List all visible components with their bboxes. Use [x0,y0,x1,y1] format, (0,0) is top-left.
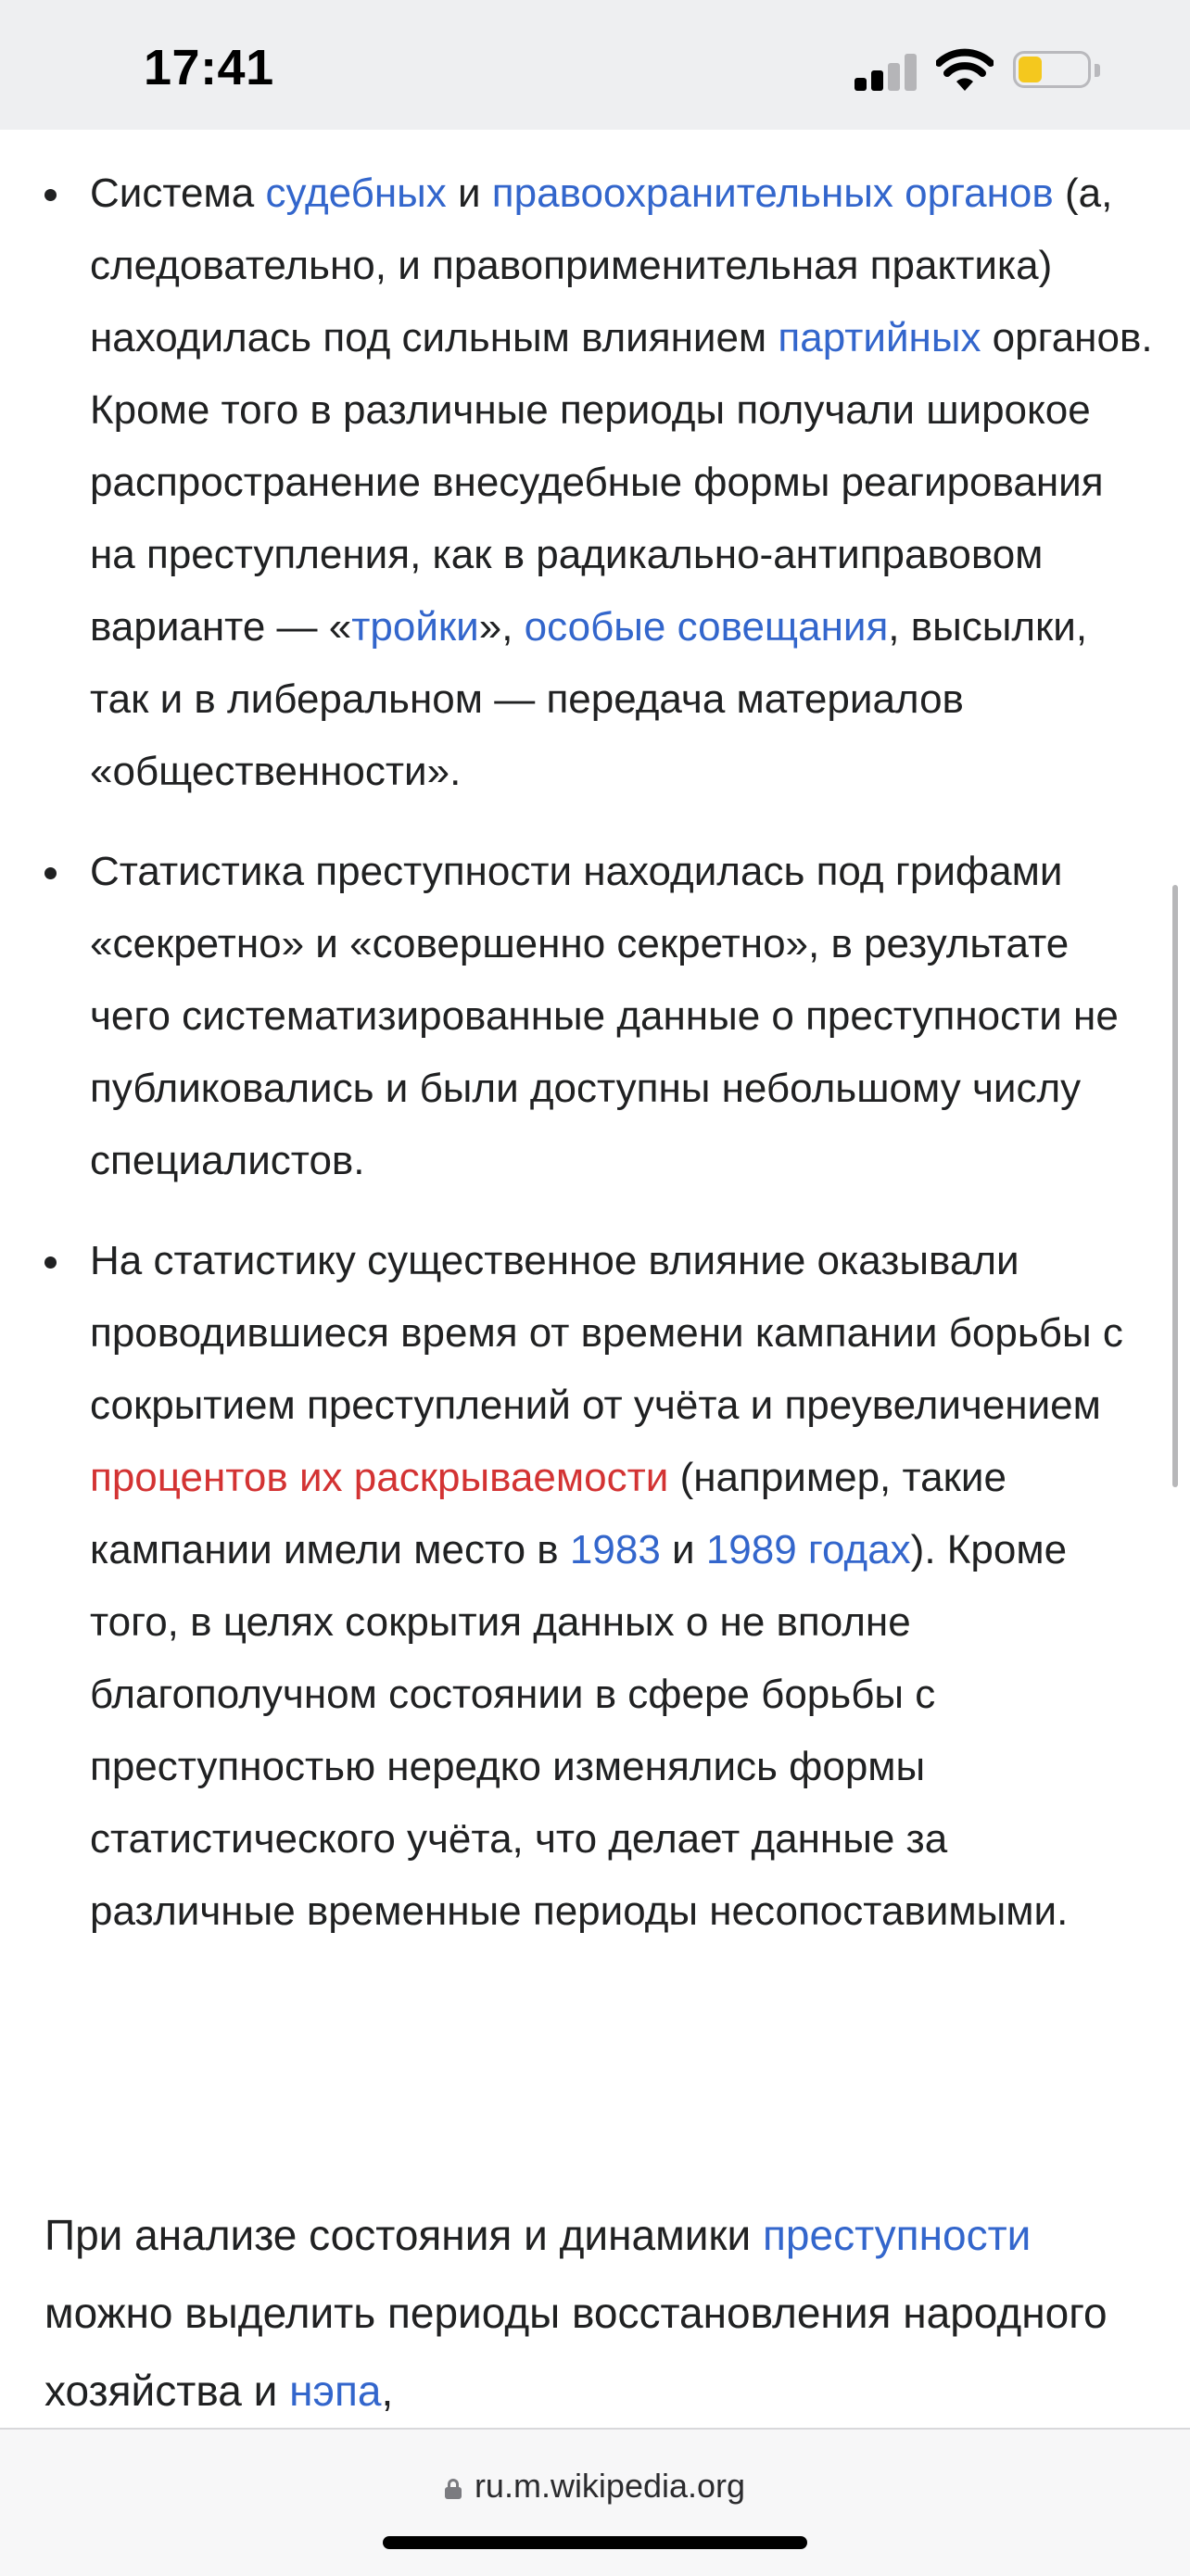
list-item [0,158,1190,808]
list-item-text [90,1225,1153,1948]
scrollbar[interactable] [1172,885,1178,1487]
list-item [0,1225,1190,1948]
text-segment: ). Кроме того, в целях сокрытия данных о не вполне благополучном состоянии в сфере борьбы с преступностью нередко изменялись формы статистического учёта, что делает данные за различные временные периоды несопоставимыми. [90,1527,1069,1934]
text-segment: (а, следовательно, и правоприменительная практика) находилась под сильным влиянием [90,170,1113,360]
url-display[interactable] [0,2467,1190,2506]
article-redlink[interactable]: процентов их раскрываемости [90,1455,669,1500]
article-link[interactable]: нэпа [289,2367,382,2415]
article-paragraph [44,2196,1157,2428]
text-segment: Система [90,170,266,216]
text-segment: При анализе состояния и динамики [44,2211,764,2259]
text-segment: можно выделить периоды восстановления народного хозяйства и [44,2289,1108,2415]
lock-icon [445,2479,462,2499]
text-segment: и [660,1527,706,1572]
text-segment: и [446,170,492,216]
bullet-icon [44,189,57,201]
article-link[interactable]: 1983 [569,1527,661,1572]
article-content [0,130,1190,2428]
cellular-signal-icon [855,54,918,91]
text-segment: На статистику существенное влияние оказывали проводившиеся время от времени кампании борьбы с сокрытием преступлений от учёта и преувеличением [90,1238,1123,1428]
list-item-text [90,836,1153,1197]
url-domain: ru.m.wikipedia.org [474,2467,746,2505]
text-segment: , высылки, так и в либеральном — передача материалов «общественности». [90,604,1088,794]
list-item-text [90,158,1153,808]
text-segment: , [381,2367,394,2415]
status-bar [0,0,1190,130]
text-segment: », [478,604,525,650]
article-link[interactable]: партийных [778,315,981,360]
article-link[interactable]: тройки [351,604,479,650]
list-item [0,836,1190,1197]
article-link[interactable]: правоохранительных органов [491,170,1054,216]
text-segment: (например, такие кампании имели место в [90,1455,1006,1572]
text-segment: органов. Кроме того в различные периоды получали широкое распространение внесудебные формы реагирования на преступления, как в радикально-антиправовом варианте — « [90,315,1153,650]
article-link[interactable]: 1989 годах [705,1527,911,1572]
battery-icon [1013,51,1102,92]
bullet-icon [44,867,57,879]
status-time: 17:41 [144,40,274,95]
bullet-list [0,158,1190,1976]
text-segment: Статистика преступности находилась под грифами «секретно» и «совершенно секретно», в результате чего систематизированные данные о преступности не публиковались и были доступны небольшому числу специалистов. [90,849,1119,1183]
browser-url-bar[interactable] [0,2428,1190,2576]
article-link[interactable]: судебных [265,170,447,216]
home-indicator[interactable] [383,2536,807,2549]
bullet-icon [44,1256,57,1269]
wifi-icon [936,48,994,93]
article-link[interactable]: преступности [763,2211,1032,2259]
article-link[interactable]: особые совещания [524,604,889,650]
